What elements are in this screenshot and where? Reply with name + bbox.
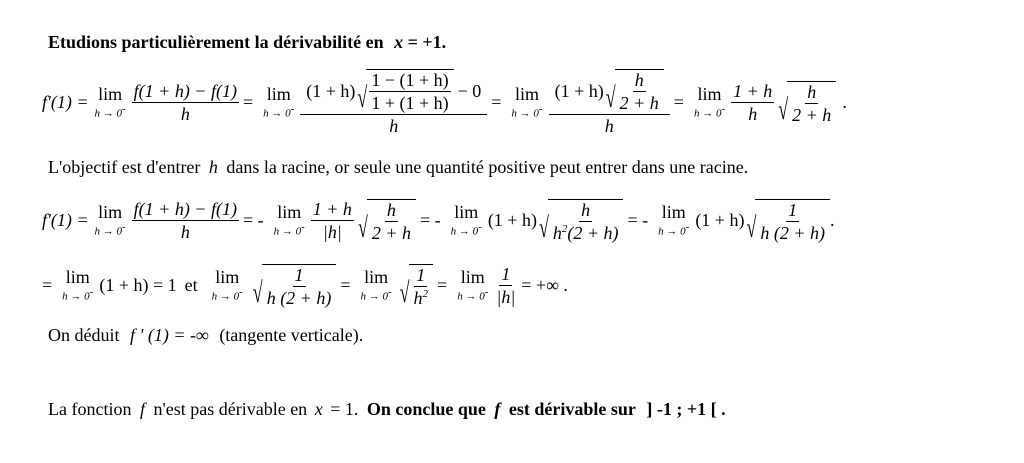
fraction: $\frac{f(1 + h) - f(1)}{h}$ [133, 80, 237, 124]
limit: lim h → 0- [273, 201, 305, 238]
limit: lim h → 0- [457, 266, 489, 303]
deduction: On déduit f ' (1) = -∞ (tangente verticale). [48, 325, 364, 345]
fraction: (1 + h) √ $\frac{h}{2 + h}$ h [549, 69, 670, 135]
limit: lim h → 0- [511, 83, 543, 120]
limit: lim h → 0- [450, 201, 482, 238]
equation-line-1: f'(1) = lim h → 0- $\frac{f(1 + h) - f(1)}{h}$ = lim h → 0- (1 + h) √ $\frac{1 - (1 + h)}{1 + (1 + h)}$ − 0 h = lim h → 0- (1 + h) √ $\frac{h}{2 + h}$ h = lim h → 0- $\frac{1 + h}{h}$ √ $\frac{h}{2 + h}$ . [42, 70, 847, 136]
fraction: $\frac{1}{|h|}$ [496, 263, 516, 307]
conclusion: La fonction f n'est pas dérivable en x = 1. On conclue que f est dérivable sur ] -1 ; +1 [ . [48, 399, 726, 419]
fraction: $\frac{1 + h}{h}$ [733, 80, 773, 124]
fraction: (1 + h) √ $\frac{1 - (1 + h)}{1 + (1 + h)}$ − 0 h [300, 69, 487, 135]
sentence-objective: L'objectif est d'entrer h dans la racine, or seule une quantité positive peut entrer dans une racine. [48, 157, 749, 177]
limit: lim h → 0- [658, 201, 690, 238]
limit: lim h → 0- [263, 83, 295, 120]
limit: lim h → 0- [211, 266, 243, 303]
fraction: $\frac{f(1 + h) - f(1)}{h}$ [133, 198, 237, 242]
sqrt-sign: √ $\frac{h}{2 + h}$ [358, 199, 416, 242]
equation-line-3: f'(1) = lim h → 0- $\frac{f(1 + h) - f(1)}{h}$ = - lim h → 0- $\frac{1 + h}{|h|}$ √ $\frac{h}{2 + h}$ = - lim h → 0- (1 + h) √ $\frac{h}{h^2(2 + h)}$ = - lim h → 0- (1 + h) √ $\frac{1}{h (2 + h)}$ . [42, 198, 835, 244]
limit: lim h → 0- [693, 83, 726, 120]
heading: Etudions particulièrement la dérivabilité en x = +1. [48, 32, 447, 52]
limit: lim h → 0- [94, 83, 126, 120]
limit: lim h → 0- [360, 266, 392, 303]
sqrt-sign: √ $\frac{1}{h^2}$ [400, 264, 433, 307]
sqrt-sign: √ $\frac{h}{2 + h}$ [606, 69, 664, 112]
sqrt-sign: √ $\frac{h}{h^2(2 + h)}$ [539, 199, 624, 242]
sqrt-sign: √ $\frac{1}{h (2 + h)}$ [746, 199, 830, 242]
equation-line-4: = lim h → 0- (1 + h) = 1 et lim h → 0- √ $\frac{1}{h (2 + h)}$ = lim h → 0- √ $\frac{1}{h^2}$ = lim h → 0- $\frac{1}{|h|}$ = +∞ . [42, 263, 568, 309]
sqrt-sign: √ $\frac{1}{h (2 + h)}$ [253, 264, 337, 307]
limit: lim h → 0- [62, 266, 94, 303]
sqrt-sign: √ $\frac{1 - (1 + h)}{1 + (1 + h)}$ [357, 69, 453, 112]
sqrt-sign: √ $\frac{h}{2 + h}$ [778, 81, 836, 124]
fraction: $\frac{1 + h}{|h|}$ [312, 198, 352, 242]
limit: lim h → 0- [94, 201, 126, 238]
